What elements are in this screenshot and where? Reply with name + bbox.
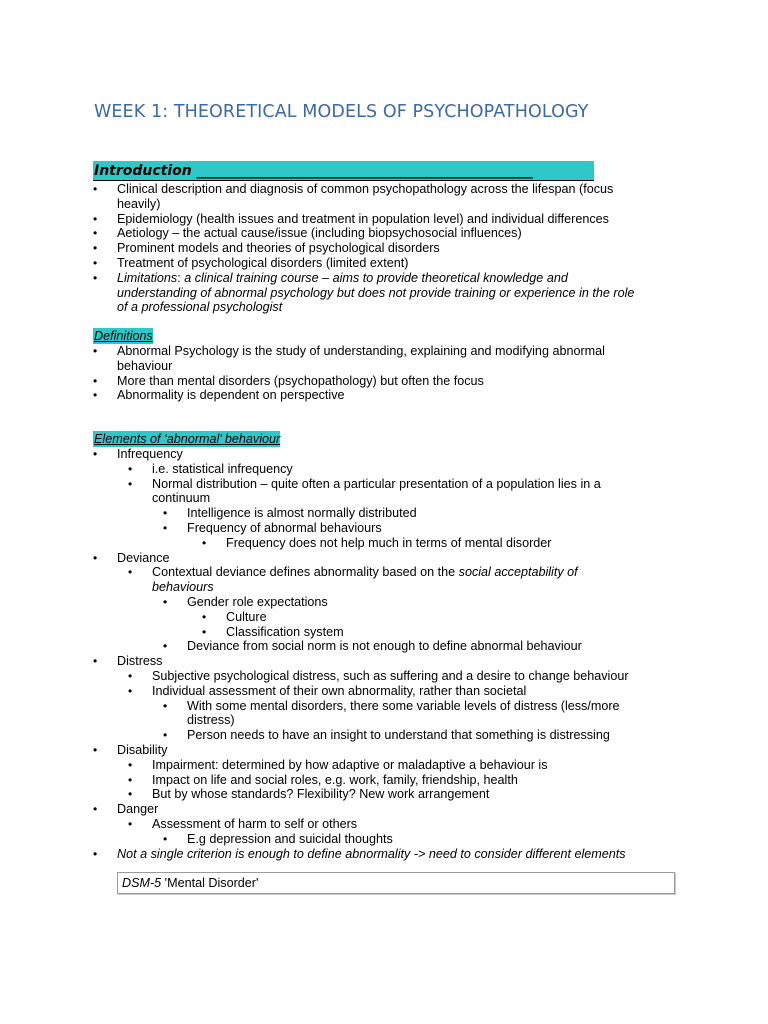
- bullet-text: Abnormal Psychology is the study of understanding, explaining and modifying abnormal: [117, 344, 605, 358]
- bullet-text: :: [177, 270, 185, 285]
- bullet-item: [93, 271, 634, 315]
- bullet-text: i.e. statistical infrequency: [152, 461, 293, 476]
- bullet-item: [163, 728, 629, 743]
- bullet-item: [93, 256, 634, 271]
- bullet-text: Culture: [226, 609, 267, 624]
- bullet-text: of a professional psychologist: [117, 300, 283, 315]
- bullet-item: [93, 212, 634, 227]
- elements-list: [93, 447, 629, 861]
- bullet-item: [93, 654, 629, 669]
- bullet-text: Danger: [117, 802, 159, 817]
- definitions-list: [93, 344, 605, 403]
- bullet-text: Contextual deviance defines abnormality based on the: [152, 565, 459, 580]
- bullet-item: [202, 625, 629, 640]
- bullet-text: Subjective psychological distress, such as suffering and a desire to change behaviour: [152, 668, 629, 683]
- bullet-item: [128, 787, 629, 802]
- bullet-text: distress): [187, 713, 235, 728]
- bullet-text: a clinical training course – aims to provide theoretical knowledge and: [184, 270, 568, 285]
- bullet-item: [93, 551, 629, 566]
- bullet-text: heavily): [117, 196, 161, 211]
- bullet-text: understanding of abnormal psychology but does not provide training or experience in the role: [117, 285, 635, 300]
- bullet-text: Individual assessment of their own abnormality, rather than societal: [152, 683, 527, 698]
- bullet-text: social acceptability of: [458, 565, 578, 580]
- bullet-text: Not a single criterion is enough to define abnormality -> need to consider different elements: [117, 846, 626, 861]
- elements-heading: Elements of ‘abnormal’ behaviour: [94, 432, 281, 446]
- bullet-text: Limitations: [117, 270, 178, 285]
- bullet-item: [163, 595, 629, 610]
- bullet-item: [128, 684, 629, 699]
- bullet-item: [93, 241, 634, 256]
- bullet-item: [163, 699, 629, 729]
- bullet-text: With some mental disorders, there some variable levels of distress (less/more: [187, 698, 620, 713]
- bullet-text: Gender role expectations: [187, 594, 328, 609]
- bullet-item: [128, 669, 629, 684]
- dsm5-label: DSM-5: [122, 876, 162, 890]
- document-title: WEEK 1: THEORETICAL MODELS OF PSYCHOPATHOLOGY: [94, 102, 589, 122]
- bullet-text: Frequency of abnormal behaviours: [187, 520, 382, 535]
- bullet-text: More than mental disorders (psychopathology) but often the focus: [117, 373, 484, 388]
- bullet-item: [128, 477, 629, 507]
- bullet-item: [93, 802, 629, 817]
- bullet-text: Impairment: determined by how adaptive or maladaptive a behaviour is: [152, 757, 548, 772]
- bullet-item: [93, 388, 605, 403]
- bullet-item: [128, 462, 629, 477]
- bullet-text: continuum: [152, 491, 211, 506]
- bullet-item: [128, 773, 629, 788]
- bullet-item: [93, 344, 605, 374]
- bullet-text: Distress: [117, 654, 163, 669]
- bullet-item: [93, 182, 634, 212]
- bullet-item: [202, 610, 629, 625]
- bullet-item: [163, 639, 629, 654]
- bullet-item: [93, 374, 605, 389]
- bullet-text: Impact on life and social roles, e.g. work, family, friendship, health: [152, 772, 518, 787]
- bullet-text: Intelligence is almost normally distributed: [187, 506, 417, 521]
- bullet-text: Frequency does not help much in terms of mental disorder: [226, 535, 552, 550]
- bullet-text: Classification system: [226, 624, 344, 639]
- bullet-text: Person needs to have an insight to understand that something is distressing: [187, 728, 610, 743]
- bullet-text: Deviance from social norm is not enough to define abnormal behaviour: [187, 639, 582, 654]
- introduction-list: [93, 182, 634, 315]
- bullet-text: Abnormality is dependent on perspective: [117, 388, 345, 403]
- bullet-text: Treatment of psychological disorders (limited extent): [117, 255, 409, 270]
- bullet-text: Normal distribution – quite often a particular presentation of a population lies in a: [152, 476, 601, 491]
- bullet-text: Assessment of harm to self or others: [152, 816, 358, 831]
- bullet-text: But by whose standards? Flexibility? New work arrangement: [152, 787, 490, 802]
- definitions-heading: Definitions: [94, 329, 153, 343]
- bullet-text: Prominent models and theories of psychological disorders: [117, 241, 440, 256]
- bullet-item: [93, 743, 629, 758]
- bullet-text: Aetiology – the actual cause/issue (including biopsychosocial influences): [117, 226, 522, 241]
- bullet-text: Infrequency: [117, 447, 183, 461]
- bullet-item: [128, 758, 629, 773]
- bullet-text: behaviour: [117, 358, 173, 373]
- introduction-heading: Introduction ________________________________________________: [93, 161, 594, 181]
- bullet-text: Disability: [117, 742, 168, 757]
- bullet-text: Epidemiology (health issues and treatment in population level) and individual differences: [117, 211, 609, 226]
- bullet-item: [163, 832, 629, 847]
- bullet-item: [93, 447, 629, 462]
- mental-disorder-label: 'Mental Disorder': [161, 876, 259, 890]
- bullet-item: [128, 817, 629, 832]
- bullet-item: [163, 506, 629, 521]
- bullet-text: Deviance: [117, 550, 170, 565]
- dsm5-mental-disorder-box: [117, 872, 675, 894]
- bullet-item: [93, 847, 629, 862]
- bullet-item: [128, 565, 629, 595]
- bullet-item: [93, 226, 634, 241]
- bullet-item: [202, 536, 629, 551]
- bullet-item: [163, 521, 629, 536]
- bullet-text: E.g depression and suicidal thoughts: [187, 831, 393, 846]
- bullet-text: Clinical description and diagnosis of common psychopathology across the lifespan (focus: [117, 182, 614, 196]
- bullet-text: behaviours: [152, 580, 214, 595]
